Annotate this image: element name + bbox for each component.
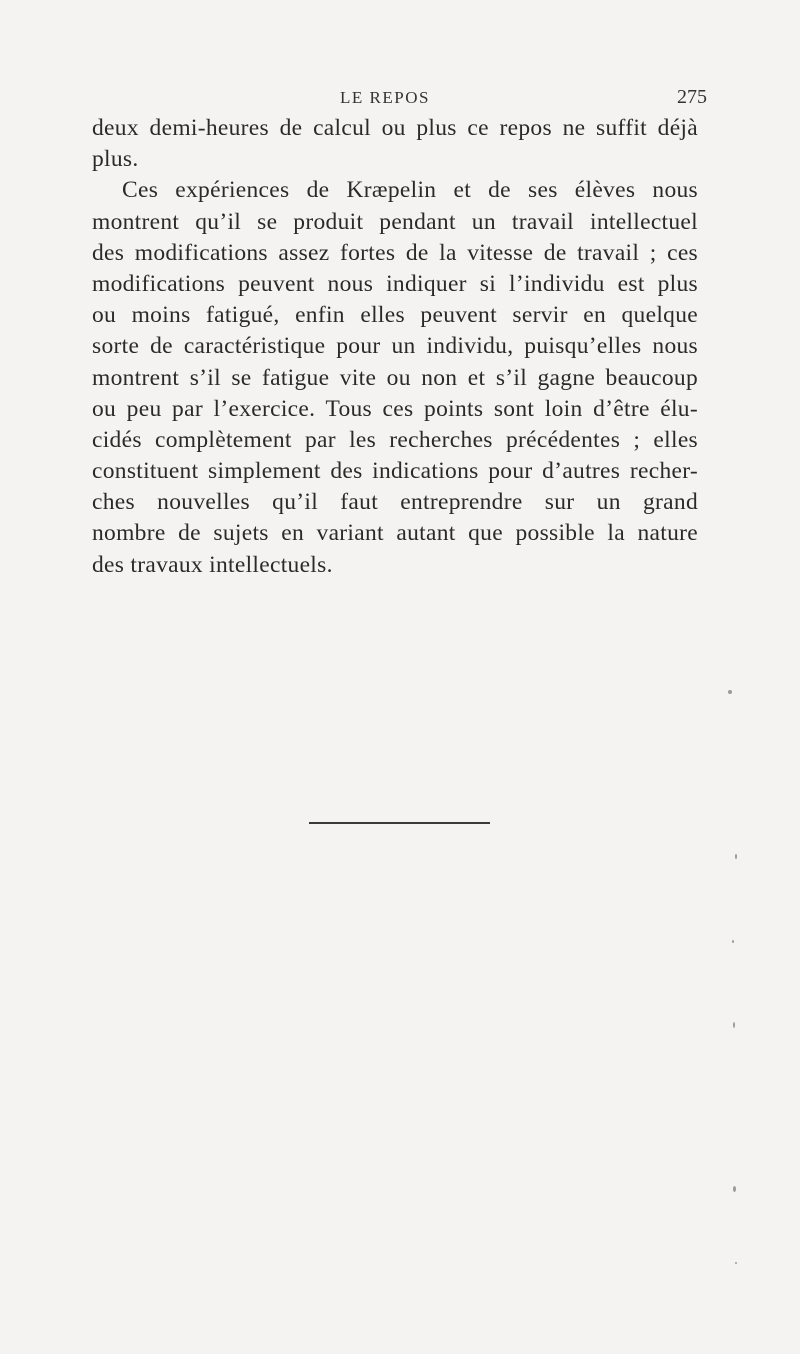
paper-speck (732, 940, 734, 943)
text-line: sorte de caractéristique pour un individu, puisqu’elles nous (92, 333, 698, 360)
running-title: LE REPOS (340, 88, 430, 107)
text-line: deux demi-heures de calcul ou plus ce repos ne suffit déjà (92, 115, 698, 141)
paper-speck (733, 1186, 736, 1192)
body-text (92, 113, 698, 581)
paper-speck (735, 1262, 737, 1264)
paper-speck (728, 690, 732, 694)
text-line: des modifications assez fortes de la vitesse de travail ; ces (92, 239, 698, 266)
text-line: des travaux intellectuels. (92, 551, 333, 578)
text-line: ches nouvelles qu’il faut entreprendre sur un grand (92, 489, 698, 516)
text-line: ou moins fatigué, enfin elles peuvent servir en quelque (92, 302, 698, 329)
text-line: plus. (92, 146, 139, 173)
running-head (0, 88, 800, 114)
text-line: cidés complètement par les recherches précédentes ; elles (92, 426, 698, 453)
paper-speck (733, 1022, 735, 1028)
text-line: montrent s’il se fatigue vite ou non et s’il gagne beaucoup (92, 364, 698, 391)
paragraph-start-line: Ces expériences de Kræpelin et de ses élèves nous (122, 177, 698, 204)
paper-speck (735, 854, 737, 859)
end-of-chapter-rule (309, 822, 490, 824)
text-line: montrent qu’il se produit pendant un travail intellectuel (92, 208, 698, 235)
text-line: constituent simplement des indications pour d’autres recher- (92, 458, 698, 485)
text-line: modifications peuvent nous indiquer si l’individu est plus (92, 270, 698, 297)
page-number: 275 (677, 86, 707, 108)
text-line: nombre de sujets en variant autant que possible la nature (92, 520, 698, 547)
text-line: ou peu par l’exercice. Tous ces points sont loin d’être élu- (92, 395, 698, 422)
